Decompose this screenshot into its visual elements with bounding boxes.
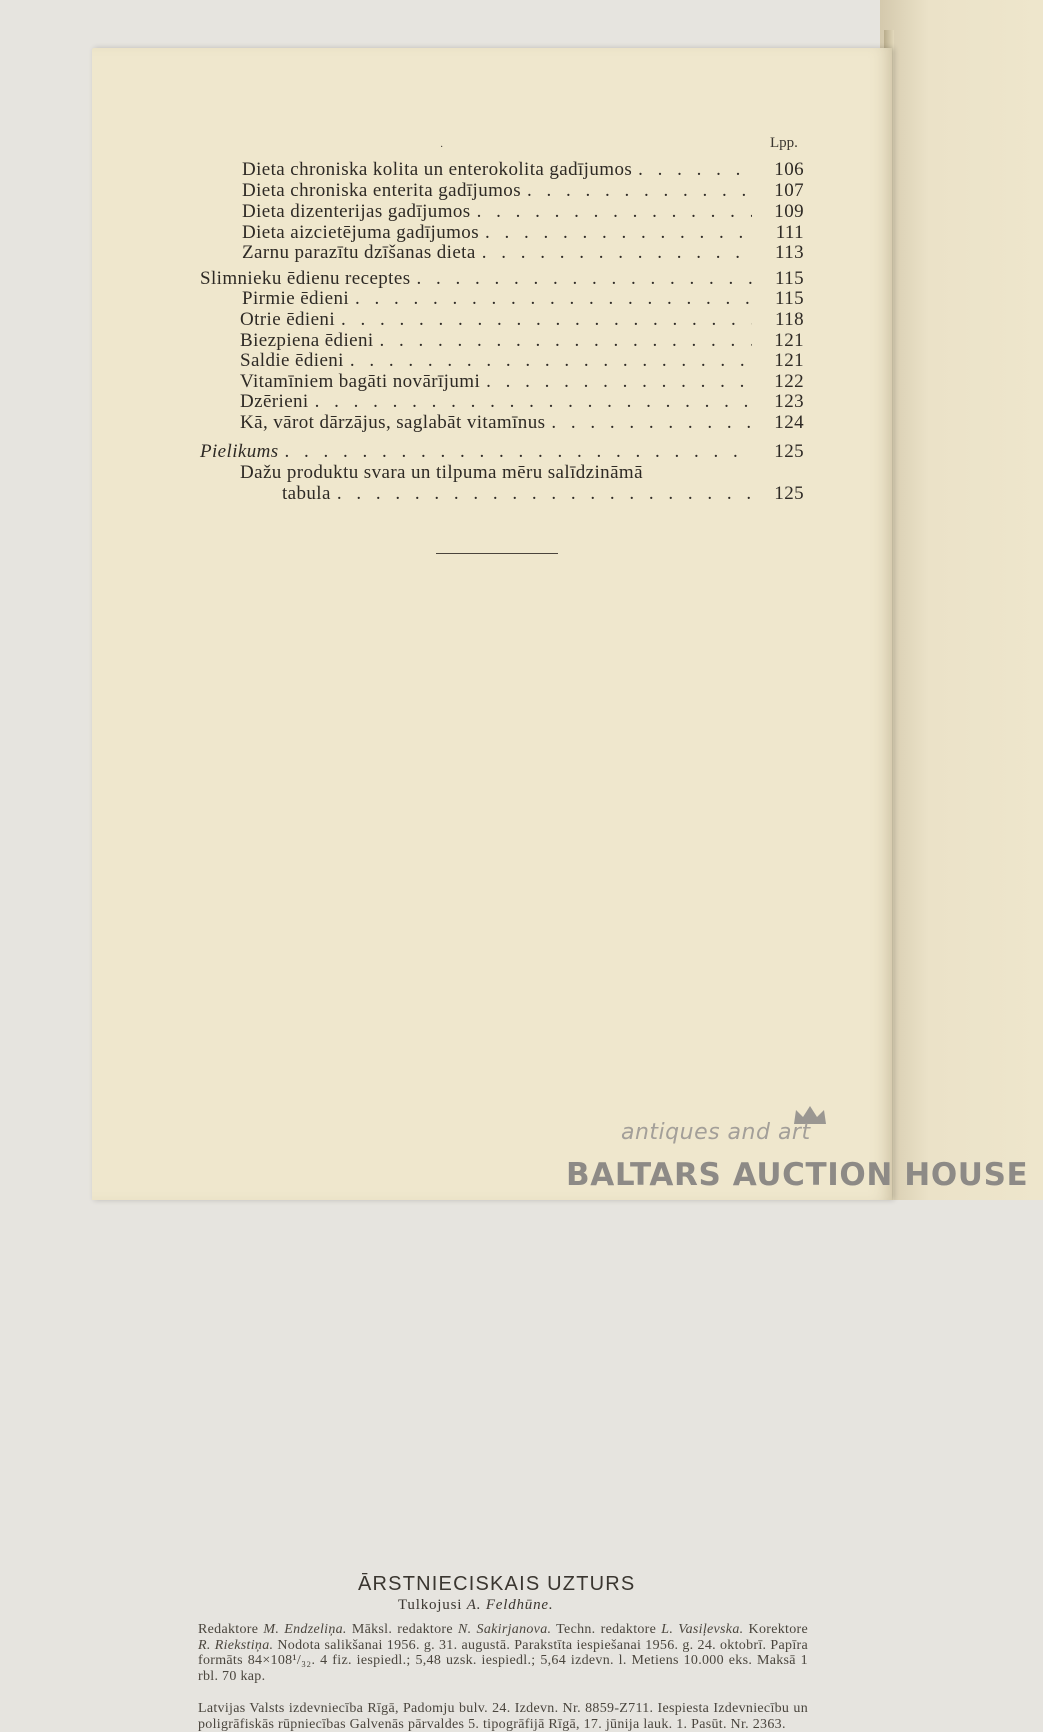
toc-dot-leader <box>341 309 752 331</box>
table-of-contents <box>0 0 1043 540</box>
proofreader-name: R. Riekstiņa. <box>198 1637 274 1653</box>
toc-entry-page: 107 <box>774 180 804 201</box>
toc-entry <box>242 242 804 264</box>
toc-entry-title: Vitamīniem bagāti novārījumi <box>240 371 481 392</box>
translator-name: A. Feldhūne. <box>466 1597 554 1613</box>
toc-dot-leader <box>527 180 752 202</box>
toc-entry <box>242 222 804 244</box>
toc-entry <box>240 350 804 372</box>
toc-entry-page: 121 <box>774 350 804 371</box>
toc-entry-page: 113 <box>775 242 804 263</box>
imprint-text: Korektore <box>743 1622 809 1637</box>
toc-entry-page: 124 <box>774 412 804 433</box>
art-editor-name: N. Sakirjanova. <box>457 1622 552 1637</box>
toc-entry <box>240 462 764 484</box>
toc-entry-title: Otrie ēdieni <box>240 309 336 330</box>
editor-name: M. Endzeliņa. <box>263 1622 347 1637</box>
toc-entry-title: Dieta dizenterijas gadījumos <box>242 201 471 222</box>
toc-entry-page: 115 <box>775 288 804 309</box>
imprint-text: Redaktore <box>198 1622 264 1637</box>
toc-entry-title: Pirmie ēdieni <box>242 288 350 309</box>
toc-entry <box>282 483 804 505</box>
toc-entry-page: 122 <box>774 371 804 392</box>
toc-dot-leader <box>285 441 752 463</box>
toc-dot-leader <box>638 159 752 181</box>
toc-dot-leader <box>355 288 752 310</box>
translator-label: Tulkojusi <box>398 1597 463 1613</box>
toc-entry-page: 125 <box>774 483 804 504</box>
toc-dot-leader <box>315 391 752 413</box>
toc-entry-page: 115 <box>775 268 804 289</box>
toc-entry-title: Dzērieni <box>240 391 309 412</box>
toc-entry-title: tabula <box>282 483 331 504</box>
toc-dot-leader <box>350 350 752 372</box>
toc-entry-page: 111 <box>775 222 804 243</box>
toc-entry-title: Dieta aizcietējuma gadījumos <box>242 222 480 243</box>
imprint-text: Techn. redaktore <box>551 1622 662 1637</box>
toc-entry-page: 125 <box>774 441 804 462</box>
toc-entry-title: Dieta chroniska kolita un enterokolita gadījumos <box>242 159 633 180</box>
tech-editor-name: L. Vasiļevska. <box>661 1622 744 1637</box>
toc-entry <box>242 180 804 202</box>
toc-entry-title: Zarnu parazītu dzīšanas dieta <box>242 242 476 263</box>
toc-entry <box>240 371 804 393</box>
imprint-paragraph <box>198 1622 808 1684</box>
toc-entry-title: Kā, vārot dārzājus, saglabāt vitamīnus <box>240 412 546 433</box>
toc-section-title: Slimnieku ēdienu receptes <box>200 268 411 289</box>
stray-dot: · <box>440 142 444 153</box>
toc-entry <box>242 288 804 310</box>
toc-dot-leader <box>337 483 752 505</box>
book-title: ĀRSTNIECISKAIS UZTURS <box>358 1573 636 1595</box>
toc-entry-title: Dažu produktu svara un tilpuma mēru salīdzināmā <box>240 462 643 483</box>
toc-entry <box>240 309 804 331</box>
toc-entry-page: 109 <box>774 201 804 222</box>
toc-entry-page: 121 <box>774 330 804 351</box>
toc-entry <box>242 201 804 223</box>
section-divider <box>436 553 558 554</box>
toc-section <box>200 441 804 463</box>
imprint-text: Nodota salikšanai 1956. g. 31. augustā. Parakstīta iespiešanai 1956. g. 24. oktobrī. Papīra formāts 84×108¹/₃₂. 4 fiz. iespiedl.; 5,48 uzsk. iespiedl.; 5,64 izdevn. l. Metiens 10.000 eks. Maksā 1 rbl. 70 kap. <box>198 1637 808 1684</box>
translator-line <box>398 1597 553 1614</box>
toc-dot-leader <box>380 330 752 352</box>
toc-entry <box>240 391 804 413</box>
toc-dot-leader <box>486 371 752 393</box>
toc-entry-page: 106 <box>774 159 804 180</box>
watermark-brand: BALTARS AUCTION HOUSE <box>566 1157 1029 1193</box>
toc-entry-page: 118 <box>775 309 804 330</box>
toc-dot-leader <box>485 222 752 244</box>
page-column-label: Lpp. <box>770 135 798 151</box>
toc-entry-title: Saldie ēdieni <box>240 350 344 371</box>
toc-entry <box>240 412 804 434</box>
toc-entry-title: Dieta chroniska enterita gadījumos <box>242 180 521 201</box>
toc-entry <box>242 159 804 181</box>
toc-section-title: Pielikums <box>200 441 279 462</box>
publisher-paragraph: Latvijas Valsts izdevniecība Rīgā, Padomju bulv. 24. Izdevn. Nr. 8859-Z711. Iespiesta Izdevniecību un poligrāfiskās rūpniecības Galvenās pārvaldes 5. tipogrāfijā Rīgā, 17. jūnija lauk. 1. Pasūt. Nr. 2363. <box>198 1701 808 1732</box>
toc-section <box>200 268 804 290</box>
toc-dot-leader <box>482 242 752 264</box>
watermark-tagline: antiques and art <box>621 1120 811 1145</box>
imprint-text: Māksl. redaktore <box>346 1622 458 1637</box>
toc-dot-leader <box>551 412 752 434</box>
toc-entry-title: Biezpiena ēdieni <box>240 330 374 351</box>
toc-dot-leader <box>477 201 752 223</box>
toc-dot-leader <box>417 268 753 290</box>
toc-entry-page: 123 <box>774 391 804 412</box>
toc-entry <box>240 330 804 352</box>
